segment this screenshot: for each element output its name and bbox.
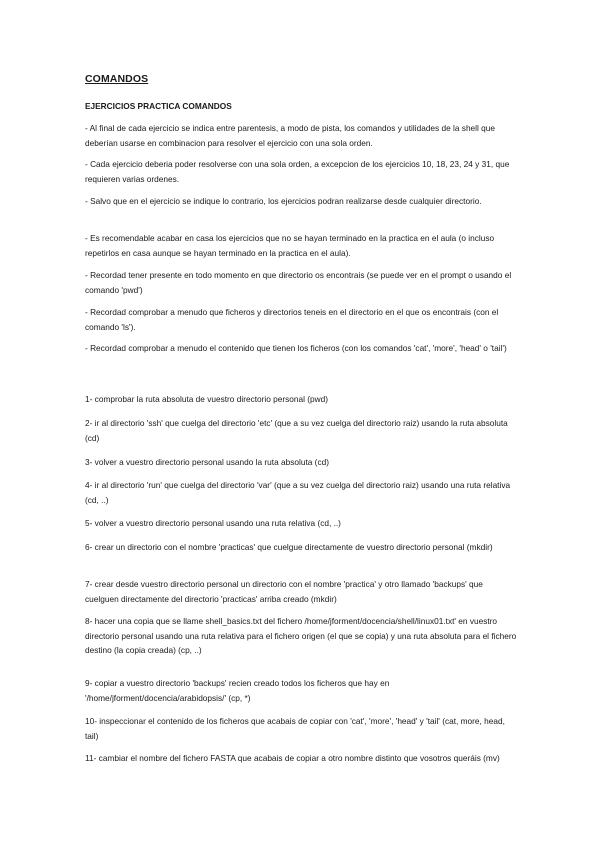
exercise-item: 8- hacer una copia que se llame shell_basics.txt del fichero /home/jforment/docencia/shell/linux01.txt' en vuestro directorio personal usando una ruta relativa para el fichero origen (el que se copia) y una ruta absoluta para el fichero destino (la copia creada) (cp, ..) xyxy=(85,616,517,656)
note-paragraph: - Cada ejercicio deberia poder resolverse con una sola orden, a excepcion de los ejercicios 10, 18, 23, 24 y 31, que requieren varias ordenes. xyxy=(85,159,510,184)
note-paragraph: - Recordad tener presente en todo momento en que directorio os encontrais (se puede ver en el prompt o usando el comando 'pwd') xyxy=(85,270,512,295)
note-paragraph: - Es recomendable acabar en casa los ejercicios que no se hayan terminado en la practica en el aula (o incluso repetirlos en casa aunque se hayan terminado en la practica en el aula). xyxy=(85,233,495,258)
exercise-item: 11- cambiar el nombre del fichero FASTA que acabais de copiar a otro nombre distinto que vosotros queráis (mv) xyxy=(85,753,500,763)
exercise-item: 10- inspeccionar el contenido de los ficheros que acabais de copiar con 'cat', 'more', 'head' y 'tail' (cat, more, head, tail) xyxy=(85,716,505,741)
exercise-item: 3- volver a vuestro directorio personal usando la ruta absoluta (cd) xyxy=(85,457,329,467)
exercise-item: 1- comprobar la ruta absoluta de vuestro directorio personal (pwd) xyxy=(85,394,329,404)
document-title: COMANDOS xyxy=(85,73,149,85)
note-paragraph: - Recordad comprobar a menudo que ficheros y directorios teneis en el directorio en el que os encontrais (con el comando 'ls'). xyxy=(85,307,499,332)
exercise-item: 9- copiar a vuestro directorio 'backups' recien creado todos los ficheros que hay en '/home/jforment/docencia/arabidopsis/' (cp, *) xyxy=(85,678,390,703)
exercise-item: 6- crear un directorio con el nombre 'practicas' que cuelgue directamente de vuestro directorio personal (mkdir) xyxy=(85,542,493,552)
exercise-item: 4- ir al directorio 'run' que cuelga del directorio 'var' (que a su vez cuelga del directorio raiz) usando una ruta relativa (cd, ..) xyxy=(85,480,511,505)
exercise-item: 2- ir al directorio 'ssh' que cuelga del directorio 'etc' (que a su vez cuelga del directorio raiz) usando la ruta absoluta (cd) xyxy=(85,418,508,443)
note-paragraph: - Recordad comprobar a menudo el contenido que tienen los ficheros (con los comandos 'cat', 'more', 'head' o 'tail') xyxy=(85,343,507,353)
note-paragraph: - Al final de cada ejercicio se indica entre parentesis, a modo de pista, los comandos y utilidades de la shell que deberían usarse en combinacion para resolver el ejercicio con una sola orden. xyxy=(85,123,496,148)
exercise-item: 5- volver a vuestro directorio personal usando una ruta relativa (cd, ..) xyxy=(85,518,341,528)
exercise-item: 7- crear desde vuestro directorio personal un directorio con el nombre 'practica' y otro llamado 'backups' que cuelguen directamente del directorio 'practicas' arriba creado (mkdir) xyxy=(85,579,483,604)
document-subtitle: EJERCICIOS PRACTICA COMANDOS xyxy=(85,101,232,111)
note-paragraph: - Salvo que en el ejercicio se indique lo contrario, los ejercicios podran realizarse desde cualquier directorio. xyxy=(85,196,482,206)
